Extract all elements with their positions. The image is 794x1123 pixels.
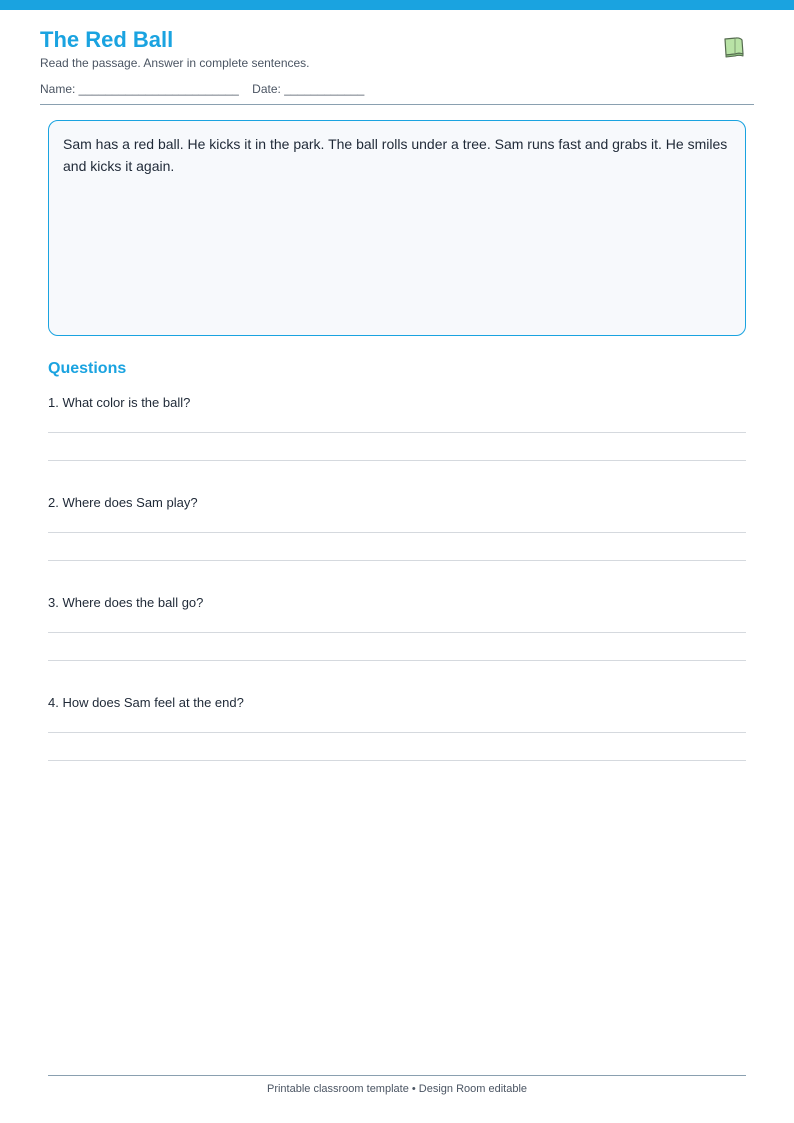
book-icon	[722, 35, 746, 59]
answer-line	[48, 632, 746, 633]
instructions-text: Read the passage. Answer in complete sentences.	[40, 56, 310, 70]
answer-line	[48, 532, 746, 533]
question-item	[48, 395, 746, 475]
question-text: 2. Where does Sam play?	[48, 495, 198, 510]
passage-box: Sam has a red ball. He kicks it in the park. The ball rolls under a tree. Sam runs fast and grabs it. He smiles and kicks it again.	[48, 120, 746, 336]
answer-line	[48, 560, 746, 561]
footer-text: Printable classroom template • Design Room editable	[266, 1083, 528, 1095]
answer-line	[48, 760, 746, 761]
question-text: 3. Where does the ball go?	[48, 595, 204, 610]
worksheet-title: The Red Ball	[40, 27, 174, 52]
question-item	[48, 595, 746, 675]
answer-line	[48, 660, 746, 661]
answer-line	[48, 460, 746, 461]
header-divider	[40, 104, 754, 105]
questions-heading: Questions	[48, 360, 127, 377]
question-item	[48, 495, 746, 575]
question-item	[48, 695, 746, 775]
question-text: 1. What color is the ball?	[48, 395, 191, 410]
answer-line	[48, 732, 746, 733]
top-accent-bar	[0, 0, 794, 10]
answer-line	[48, 432, 746, 433]
question-text: 4. How does Sam feel at the end?	[48, 695, 244, 710]
name-date-line: Name: ________________________ Date: ____________	[40, 82, 365, 96]
footer-divider	[48, 1075, 746, 1076]
